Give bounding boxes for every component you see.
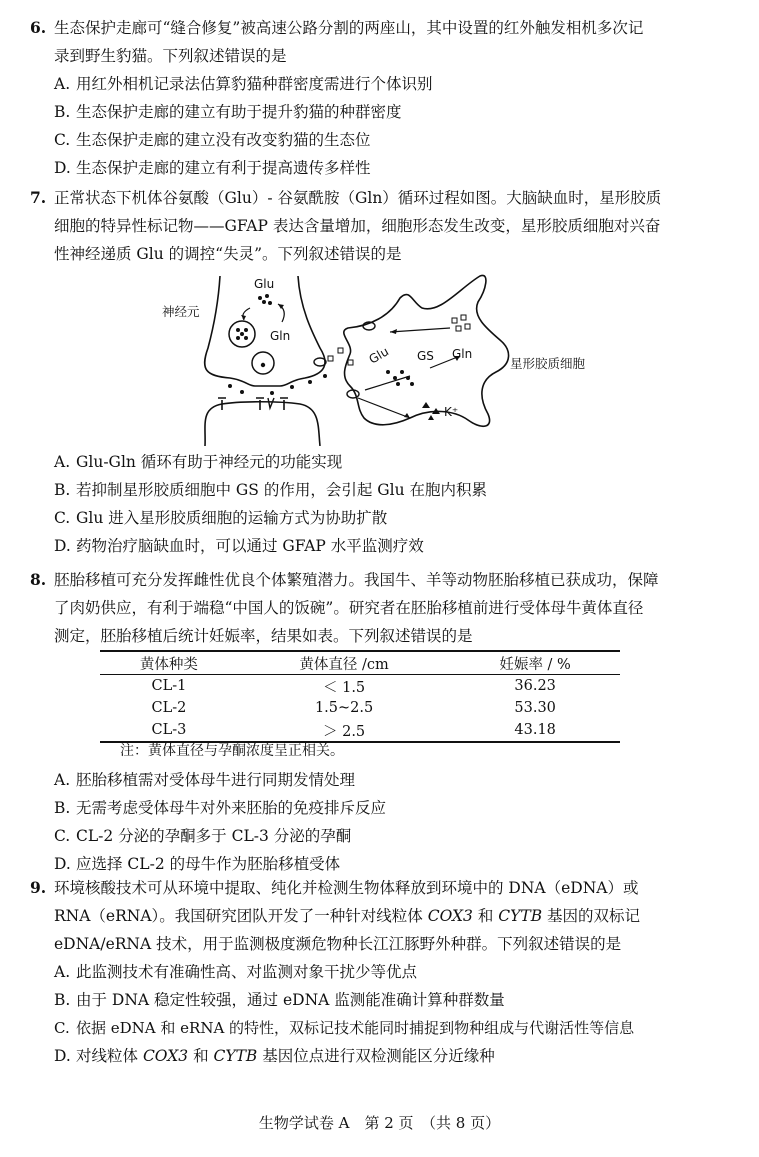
table-cell: 1.5~2.5 [314,700,374,716]
question-stem: 8. 胚胎移植可充分发挥雌性优良个体繁殖潜力。我国牛、羊等动物胚胎移植已获成功，保障 [30,566,740,594]
table-cell: CL-2 [151,700,187,716]
option-c: C. Glu 进入星形胶质细胞的运输方式为协助扩散 [54,509,388,527]
table-note: 注：黄体直径与孕酮浓度呈正相关。 [120,743,344,759]
table-cell: CL-1 [151,678,187,694]
column-header: 妊娠率 / % [450,651,620,675]
label-gln-left: Gln [270,329,291,343]
question-stem: eDNA/eRNA 技术，用于监测极度濒危物种长江江豚野外种群。下列叙述错误的是 [54,935,622,953]
question-stem: RNA（eRNA）。我国研究团队开发了一种针对线粒体 COX3 和 CYTB 基因的双标记 [54,907,641,925]
column-header: 黄体直径 /cm [238,651,450,675]
question-stem: 7. 正常状态下机体谷氨酸（Glu）- 谷氨酰胺（Gln）循环过程如图。大脑缺血时，星形胶质 [30,184,740,212]
table-cell: 43.18 [450,719,620,742]
glu-gln-cycle-svg [160,268,620,446]
option-d: D. 应选择 CL-2 的母牛作为胚胎移植受体 [54,855,341,873]
option-b: B. 由于 DNA 稳定性较强，通过 eDNA 监测能准确计算种群数量 [54,991,505,1009]
label-glu-top: Glu [254,277,275,291]
question-stem: 6. 生态保护走廊可“缝合修复”被高速公路分割的两座山，其中设置的红外触发相机多次记 [30,14,740,42]
option-c: C. CL-2 分泌的孕酮多于 CL-3 分泌的孕酮 [54,827,352,845]
option-a: A. 此监测技术有准确性高、对监测对象干扰少等优点 [54,963,418,981]
question-stem: 录到野生豹猫。下列叙述错误的是 [54,47,287,65]
question-stem: 细胞的特异性标记物——GFAP 表达含量增加，细胞形态发生改变，星形胶质细胞对兴奋 [54,217,661,235]
label-neuron: 神经元 [162,304,200,319]
question-number: 9. [30,878,47,897]
table-cell: ＞ 2.5 [238,719,450,742]
table-header-row [100,651,620,675]
receptor [280,398,288,410]
option-d: D. 生态保护走廊的建立有利于提高遗传多样性 [54,159,371,177]
option-d: D. 对线粒体 COX3 和 CYTB 基因位点进行双检测能区分近缘种 [54,1047,495,1065]
option-c: C. 生态保护走廊的建立没有改变豹猫的生态位 [54,131,371,149]
label-gln-right: Gln [452,347,473,361]
option-a: A. Glu-Gln 循环有助于神经元的功能实现 [54,453,343,471]
option-c: C. 依据 eDNA 和 eRNA 的特性，双标记技术能同时捕捉到物种组成与代谢活性等信息 [54,1019,635,1037]
question-stem: 9. 环境核酸技术可从环境中提取、纯化并检测生物体释放到环境中的 DNA（eDNA）或 [30,874,740,902]
corpus-luteum-table [100,650,620,743]
table-cell: 53.30 [514,700,556,716]
table-row [100,697,620,719]
question-number: 8. [30,570,47,589]
label-k-ion: K⁺ [444,405,459,419]
label-glu-right: Glu [366,344,392,367]
table-cell: 36.23 [514,678,556,694]
table-row [100,675,620,698]
option-a: A. 胚胎移植需对受体母牛进行同期发情处理 [54,771,356,789]
table-row [100,719,620,742]
neuron-outline [205,276,325,386]
label-gs: GS [417,349,434,363]
question-stem: 测定，胚胎移植后统计妊娠率，结果如表。下列叙述错误的是 [54,627,473,645]
gene-name: CYTB [213,1047,258,1065]
question-9 [30,874,740,1070]
option-d: D. 药物治疗脑缺血时，可以通过 GFAP 水平监测疗效 [54,537,424,555]
question-stem: 性神经递质 Glu 的调控“失灵”。下列叙述错误的是 [54,245,402,263]
question-stem: 了肉奶供应，有利于端稳“中国人的饭碗”。研究者在胚胎移植前进行受体母牛黄体直径 [54,599,644,617]
label-astrocyte: 星形胶质细胞 [510,356,586,371]
table-cell: ＜ 1.5 [322,679,366,696]
option-a: A. 用红外相机记录法估算豹猫种群密度需进行个体识别 [54,75,433,93]
option-b: B. 生态保护走廊的建立有助于提升豹猫的种群密度 [54,103,402,121]
data-table [100,650,620,743]
page-footer: 生物学试卷 A 第 2 页 （共 8 页） [258,1114,501,1132]
gene-name: COX3 [427,907,473,925]
glu-gln-cycle-diagram [160,268,620,446]
table-cell: CL-3 [100,719,238,742]
question-number: 7. [30,188,47,207]
question-6 [30,14,740,182]
question-number: 6. [30,18,47,37]
receptor [256,398,264,410]
gene-name: COX3 [142,1047,189,1065]
option-b: B. 无需考虑受体母牛对外来胚胎的免疫排斥反应 [54,799,387,817]
column-header: 黄体种类 [100,651,238,675]
gene-name: CYTB [498,907,543,925]
option-b: B. 若抑制星形胶质细胞中 GS 的作用，会引起 Glu 在胞内积累 [54,481,488,499]
